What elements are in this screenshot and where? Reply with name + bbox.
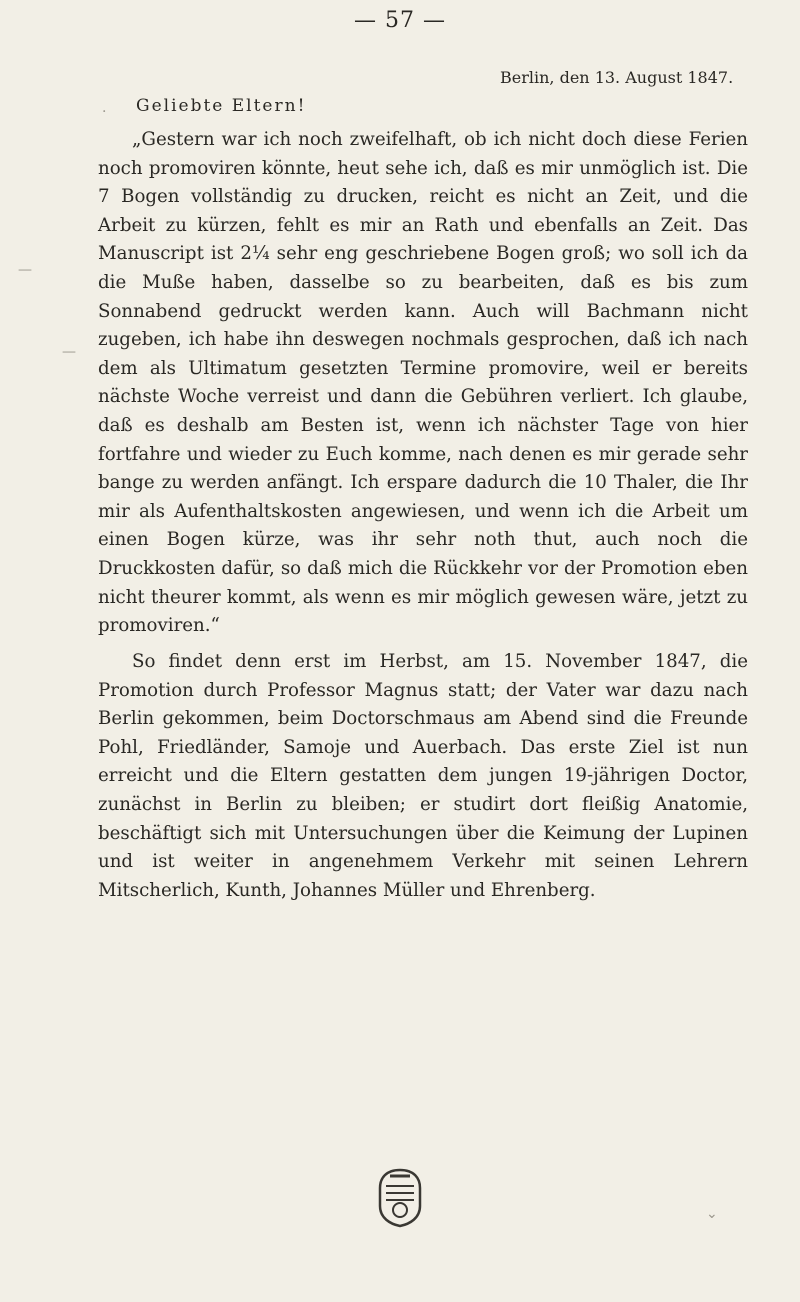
margin-mark: ⌄	[706, 1206, 718, 1222]
library-stamp-icon	[372, 1166, 428, 1228]
narrative-paragraph: So findet denn erst im Herbst, am 15. November 1847, die Promotion durch Professor Magnus statt; der Vater war dazu nach Berlin gekommen, beim Doctorschmaus am Abend sind die Freunde Pohl, Friedländer, Samoje und Auerbach. Das erste Ziel ist nun erreicht und die Eltern gestatten dem jungen 19-jährigen Doctor, zunächst in Berlin zu bleiben; er studirt dort fleißig Anatomie, beschäftigt sich mit Untersuchungen über die Keimung der Lupinen und ist weiter in angenehmem Verkehr mit seinen Lehrern Mitscherlich, Kunth, Johannes Müller und Ehrenberg.	[98, 651, 748, 901]
page-number: — 57 —	[354, 8, 446, 33]
margin-mark: —	[62, 344, 76, 360]
margin-mark: ·	[102, 104, 107, 120]
salutation: Geliebte Eltern!	[136, 96, 307, 116]
margin-mark: —	[18, 262, 32, 278]
dateline: Berlin, den 13. August 1847.	[500, 68, 734, 87]
letter-paragraph: „Gestern war ich noch zweifelhaft, ob ich nicht doch diese Ferien noch promoviren könnte, heut sehe ich, daß es mir unmöglich ist. Die 7 Bogen vollständig zu drucken, reicht es nicht an Zeit, und die Arbeit zu kürzen, fehlt es mir an Rath und ebenfalls an Zeit. Das Manuscript ist 2¼ sehr eng geschriebene Bogen groß; wo soll ich da die Muße haben, dasselbe so zu bearbeiten, daß es bis zum Sonnabend gedruckt werden kann. Auch will Bachmann nicht zugeben, ich habe ihn deswegen nochmals gesprochen, daß ich nach dem als Ultimatum gesetzten Termine promovire, weil er bereits nächste Woche verreist und dann die Gebühren verliert. Ich glaube, daß es deshalb am Besten ist, wenn ich nächster Tage von hier fortfahre und wieder zu Euch komme, nach denen es mir gerade sehr bange zu werden anfängt. Ich erspare dadurch die 10 Thaler, die Ihr mir als Aufenthaltskosten angewiesen, und wenn ich die Arbeit um einen Bogen kürze, was ihr sehr noth thut, auch noch die Druckkosten dafür, so daß mich die Rückkehr vor der Promotion eben nicht theurer kommt, als wenn es mir möglich gewesen wäre, jetzt zu promoviren.“	[98, 129, 748, 637]
